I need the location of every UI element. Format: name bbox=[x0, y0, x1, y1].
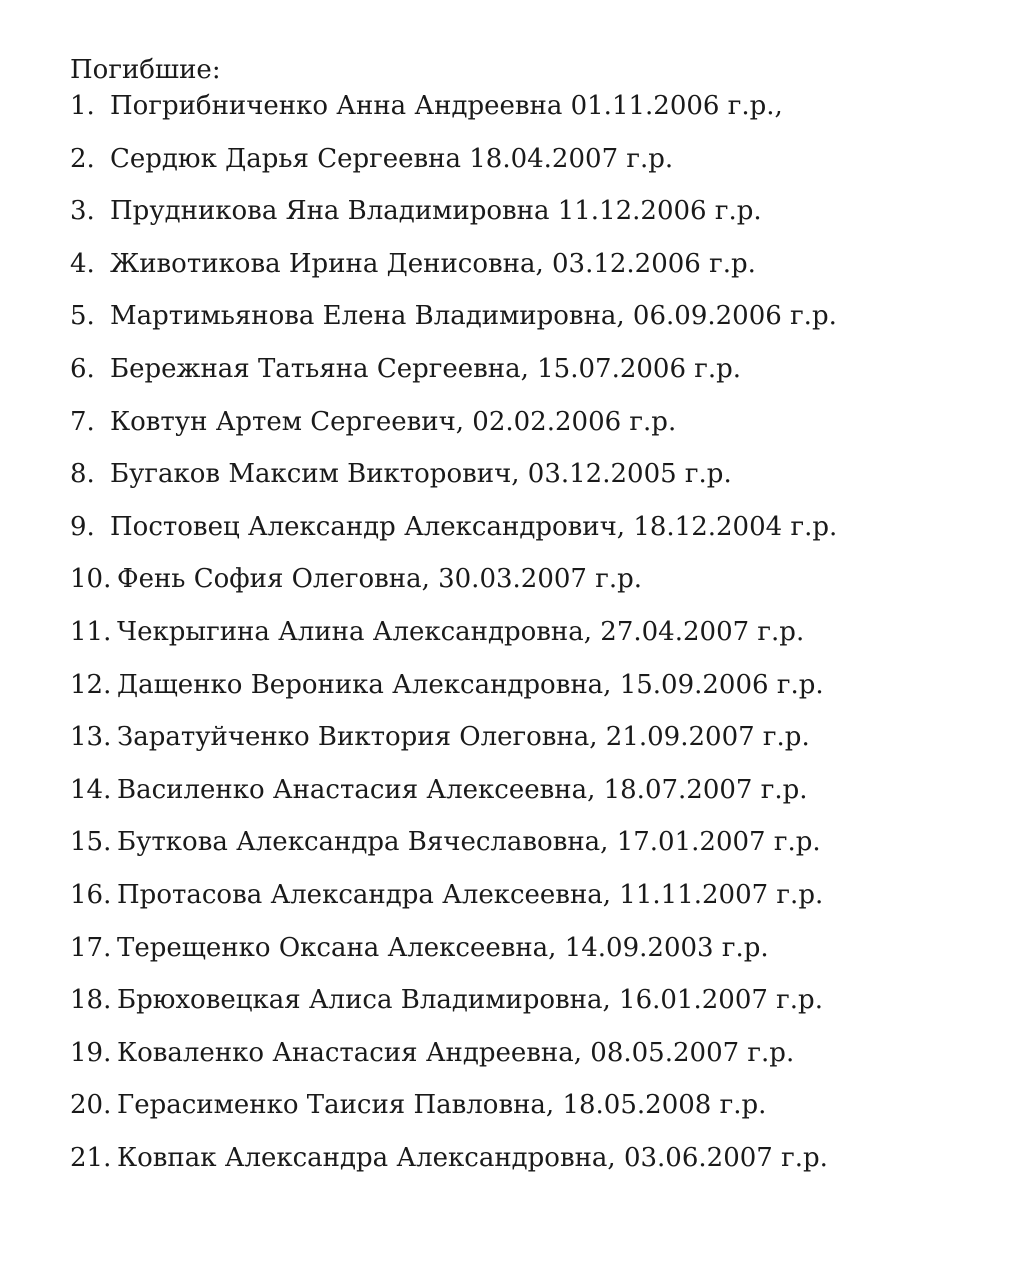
list-item bbox=[70, 88, 1000, 124]
list-item bbox=[70, 456, 1000, 492]
list-item bbox=[70, 561, 1000, 597]
item-number: 19. bbox=[70, 1037, 112, 1068]
item-number: 7. bbox=[70, 406, 95, 437]
list-item bbox=[70, 351, 1000, 387]
list-item bbox=[70, 982, 1000, 1018]
item-text: Животикова Ирина Денисовна, 03.12.2006 г.р. bbox=[110, 248, 756, 279]
item-text: Дащенко Вероника Александровна, 15.09.2006 г.р. bbox=[117, 669, 824, 700]
list-item bbox=[70, 930, 1000, 966]
item-number: 16. bbox=[70, 879, 112, 910]
list-item bbox=[70, 404, 1000, 440]
list-item bbox=[70, 772, 1000, 808]
item-number: 20. bbox=[70, 1090, 112, 1121]
item-number: 2. bbox=[70, 143, 95, 174]
item-text: Сердюк Дарья Сергеевна 18.04.2007 г.р. bbox=[110, 143, 674, 174]
item-text: Бугаков Максим Викторович, 03.12.2005 г.р. bbox=[110, 459, 732, 490]
document-page bbox=[70, 52, 1000, 1192]
list-item bbox=[70, 141, 1000, 177]
list-item bbox=[70, 667, 1000, 703]
item-text: Прудникова Яна Владимировна 11.12.2006 г.р. bbox=[110, 196, 762, 227]
item-number: 14. bbox=[70, 774, 112, 805]
item-number: 18. bbox=[70, 985, 112, 1016]
item-text: Ковтун Артем Сергеевич, 02.02.2006 г.р. bbox=[110, 406, 677, 437]
item-number: 13. bbox=[70, 722, 112, 753]
item-number: 4. bbox=[70, 248, 95, 279]
item-text: Брюховецкая Алиса Владимировна, 16.01.2007 г.р. bbox=[117, 985, 823, 1016]
item-text: Терещенко Оксана Алексеевна, 14.09.2003 г.р. bbox=[117, 932, 769, 963]
item-number: 5. bbox=[70, 301, 95, 332]
list-item bbox=[70, 1140, 1000, 1176]
item-text: Протасова Александра Алексеевна, 11.11.2007 г.р. bbox=[117, 879, 824, 910]
item-text: Мартимьянова Елена Владимировна, 06.09.2006 г.р. bbox=[110, 301, 837, 332]
item-number: 17. bbox=[70, 932, 112, 963]
item-number: 12. bbox=[70, 669, 112, 700]
item-number: 15. bbox=[70, 827, 112, 858]
list-item bbox=[70, 719, 1000, 755]
item-text: Бережная Татьяна Сергеевна, 15.07.2006 г.р. bbox=[110, 353, 742, 384]
list-item bbox=[70, 298, 1000, 334]
item-text: Фень София Олеговна, 30.03.2007 г.р. bbox=[117, 564, 643, 595]
list-item bbox=[70, 1035, 1000, 1071]
item-number: 6. bbox=[70, 353, 95, 384]
item-text: Погрибниченко Анна Андреевна 01.11.2006 г.р., bbox=[110, 91, 783, 121]
item-text: Герасименко Таисия Павловна, 18.05.2008 г.р. bbox=[117, 1090, 767, 1121]
item-number: 9. bbox=[70, 511, 95, 542]
item-number: 21. bbox=[70, 1142, 112, 1173]
document-heading: Погибшие: bbox=[70, 55, 221, 85]
list-item bbox=[70, 824, 1000, 860]
item-number: 3. bbox=[70, 196, 95, 227]
list-item bbox=[70, 193, 1000, 229]
item-number: 8. bbox=[70, 459, 95, 490]
list-item bbox=[70, 877, 1000, 913]
item-number: 10. bbox=[70, 564, 112, 595]
list-item bbox=[70, 614, 1000, 650]
list-item bbox=[70, 509, 1000, 545]
victims-list bbox=[70, 88, 1000, 1176]
item-text: Чекрыгина Алина Александровна, 27.04.2007 г.р. bbox=[117, 616, 805, 647]
list-item bbox=[70, 1087, 1000, 1123]
list-item bbox=[70, 246, 1000, 282]
item-text: Ковпак Александра Александровна, 03.06.2007 г.р. bbox=[117, 1142, 828, 1173]
item-text: Заратуйченко Виктория Олеговна, 21.09.2007 г.р. bbox=[117, 722, 810, 753]
item-text: Коваленко Анастасия Андреевна, 08.05.2007 г.р. bbox=[117, 1037, 795, 1068]
item-number: 1. bbox=[70, 91, 95, 121]
item-text: Василенко Анастасия Алексеевна, 18.07.2007 г.р. bbox=[117, 774, 808, 805]
item-text: Буткова Александра Вячеславовна, 17.01.2007 г.р. bbox=[117, 827, 821, 858]
item-text: Постовец Александр Александрович, 18.12.2004 г.р. bbox=[110, 511, 838, 542]
item-number: 11. bbox=[70, 616, 112, 647]
